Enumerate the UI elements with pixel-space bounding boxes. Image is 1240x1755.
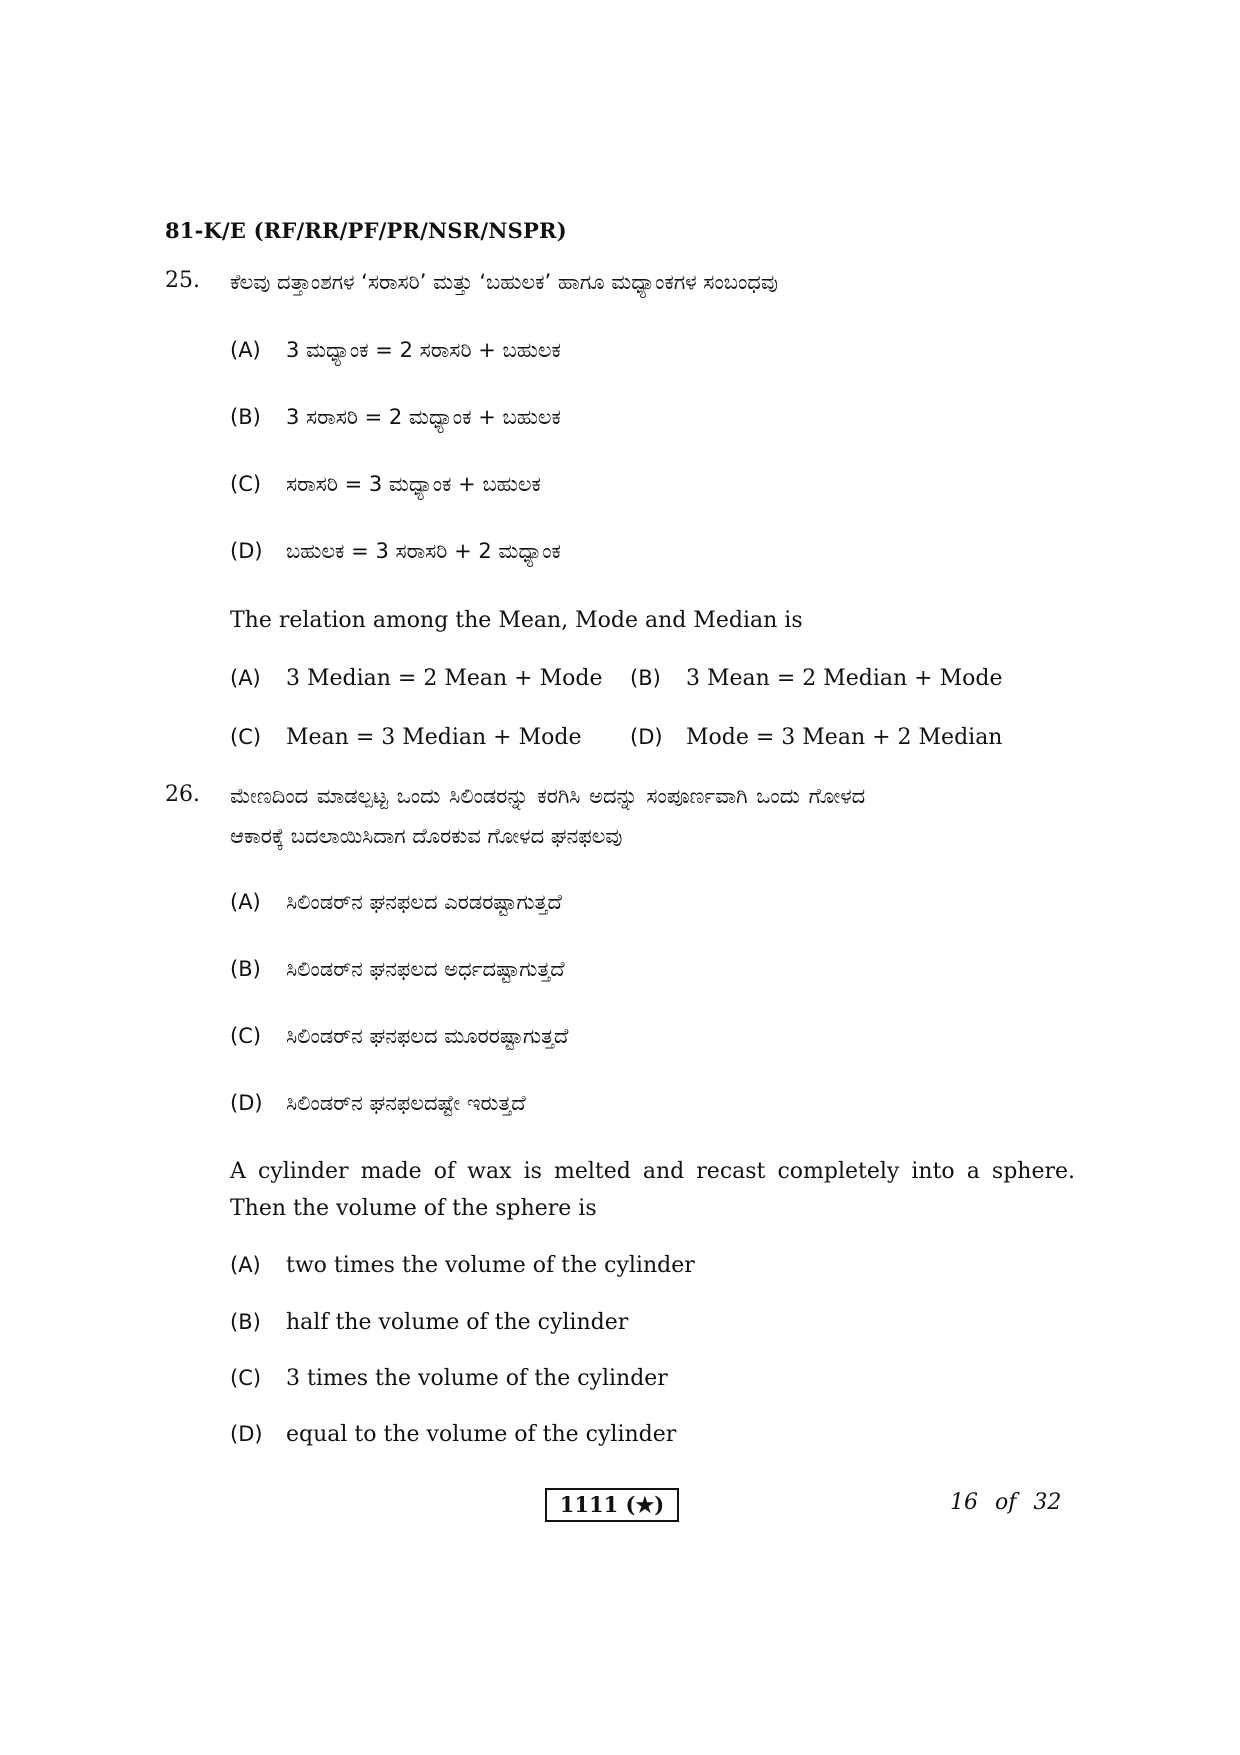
option-text: 3 times the volume of the cylinder bbox=[286, 1366, 668, 1391]
option-text: ಸಿಲಿಂಡರ್‌ನ ಘನಫಲದಷ್ಟೇ ಇರುತ್ತದೆ bbox=[286, 1091, 526, 1115]
question-25-number: 25. bbox=[165, 268, 200, 293]
q26-en-option-b bbox=[230, 1310, 628, 1335]
question-26-kannada-line-2: ಆಕಾರಕ್ಕೆ ಬದಲಾಯಿಸಿದಾಗ ದೊರಕುವ ಗೋಳದ ಘನಫಲವು bbox=[230, 824, 623, 848]
question-25-kannada-text: ಕೆಲವು ದತ್ತಾಂಶಗಳ ‘ಸರಾಸರಿ’ ಮತ್ತು ‘ಬಹುಲಕ’ ಹಾಗೂ ಮಧ್ಯಾಂಕಗಳ ಸಂಬಂಧವು bbox=[230, 270, 778, 294]
q26-en-option-d bbox=[230, 1422, 676, 1447]
option-text: two times the volume of the cylinder bbox=[286, 1253, 695, 1278]
q25-kn-option-a bbox=[230, 338, 561, 363]
option-text: ಸಿಲಿಂಡರ್‌ನ ಘನಫಲದ ಅರ್ಧದಷ್ಟಾಗುತ್ತದೆ bbox=[286, 957, 565, 981]
q26-kn-option-a bbox=[230, 890, 562, 915]
option-label: (B) bbox=[230, 1310, 261, 1334]
q26-kn-option-c bbox=[230, 1024, 568, 1049]
option-text: ಸಿಲಿಂಡರ್‌ನ ಘನಫಲದ ಎರಡರಷ್ಟಾಗುತ್ತದೆ bbox=[286, 890, 562, 914]
option-label: (D) bbox=[230, 1091, 263, 1115]
option-text: ಸರಾಸರಿ = 3 ಮಧ್ಯಾಂಕ + ಬಹುಲಕ bbox=[286, 472, 541, 496]
option-label: (D) bbox=[630, 725, 663, 749]
option-text: half the volume of the cylinder bbox=[286, 1310, 629, 1335]
option-label: (C) bbox=[230, 1024, 262, 1048]
q26-en-option-c bbox=[230, 1366, 668, 1391]
option-text: 3 ಮಧ್ಯಾಂಕ = 2 ಸರಾಸರಿ + ಬಹುಲಕ bbox=[286, 338, 561, 362]
q26-kn-option-b bbox=[230, 957, 565, 982]
q25-en-option-a bbox=[230, 666, 602, 691]
option-text: 3 Mean = 2 Median + Mode bbox=[686, 666, 1003, 691]
q25-kn-option-b bbox=[230, 405, 561, 430]
option-text: Mode = 3 Mean + 2 Median bbox=[686, 725, 1003, 750]
q26-kn-option-d bbox=[230, 1091, 526, 1116]
option-label: (B) bbox=[230, 405, 261, 429]
q25-kn-option-d bbox=[230, 539, 561, 564]
q26-en-option-a bbox=[230, 1253, 695, 1278]
option-label: (B) bbox=[630, 666, 661, 690]
option-label: (B) bbox=[230, 957, 261, 981]
page-number: 16 of 32 bbox=[950, 1490, 1062, 1515]
option-text: equal to the volume of the cylinder bbox=[286, 1422, 677, 1447]
option-text: ಸಿಲಿಂಡರ್‌ನ ಘನಫಲದ ಮೂರರಷ್ಟಾಗುತ್ತದೆ bbox=[286, 1024, 569, 1048]
question-26-kannada-line-1: ಮೇಣದಿಂದ ಮಾಡಲ್ಪಟ್ಟ ಒಂದು ಸಿಲಿಂಡರನ್ನು ಕರಗಿಸಿ ಅದನ್ನು ಸಂಪೂರ್ಣವಾಗಿ ಒಂದು ಗೋಳದ bbox=[230, 784, 866, 808]
option-text: ಬಹುಲಕ = 3 ಸರಾಸರಿ + 2 ಮಧ್ಯಾಂಕ bbox=[286, 539, 561, 563]
option-text: 3 ಸರಾಸರಿ = 2 ಮಧ್ಯಾಂಕ + ಬಹುಲಕ bbox=[286, 405, 561, 429]
option-label: (C) bbox=[230, 472, 262, 496]
question-26-kannada-text bbox=[230, 776, 1075, 856]
option-label: (A) bbox=[230, 1253, 261, 1277]
question-25-english-text: The relation among the Mean, Mode and Median is bbox=[230, 608, 803, 633]
question-26-english-text: A cylinder made of wax is melted and recast completely into a sphere. Then the volume of the sphere is bbox=[230, 1159, 1075, 1221]
q25-kn-option-c bbox=[230, 472, 541, 497]
option-label: (C) bbox=[230, 1366, 262, 1390]
option-text: 3 Median = 2 Mean + Mode bbox=[286, 666, 603, 691]
q25-en-option-d bbox=[630, 725, 1002, 750]
option-label: (A) bbox=[230, 890, 261, 914]
question-26-number: 26. bbox=[165, 782, 200, 807]
option-label: (A) bbox=[230, 666, 261, 690]
paper-code: 81-K/E (RF/RR/PF/PR/NSR/NSPR) bbox=[165, 218, 567, 243]
q25-en-option-c bbox=[230, 725, 582, 750]
option-label: (C) bbox=[230, 725, 262, 749]
option-text: Mean = 3 Median + Mode bbox=[286, 725, 582, 750]
option-label: (D) bbox=[230, 1422, 263, 1446]
option-label: (A) bbox=[230, 338, 261, 362]
booklet-code-box: 1111 (★) bbox=[545, 1488, 679, 1522]
option-label: (D) bbox=[230, 539, 263, 563]
q25-en-option-b bbox=[630, 666, 1002, 691]
